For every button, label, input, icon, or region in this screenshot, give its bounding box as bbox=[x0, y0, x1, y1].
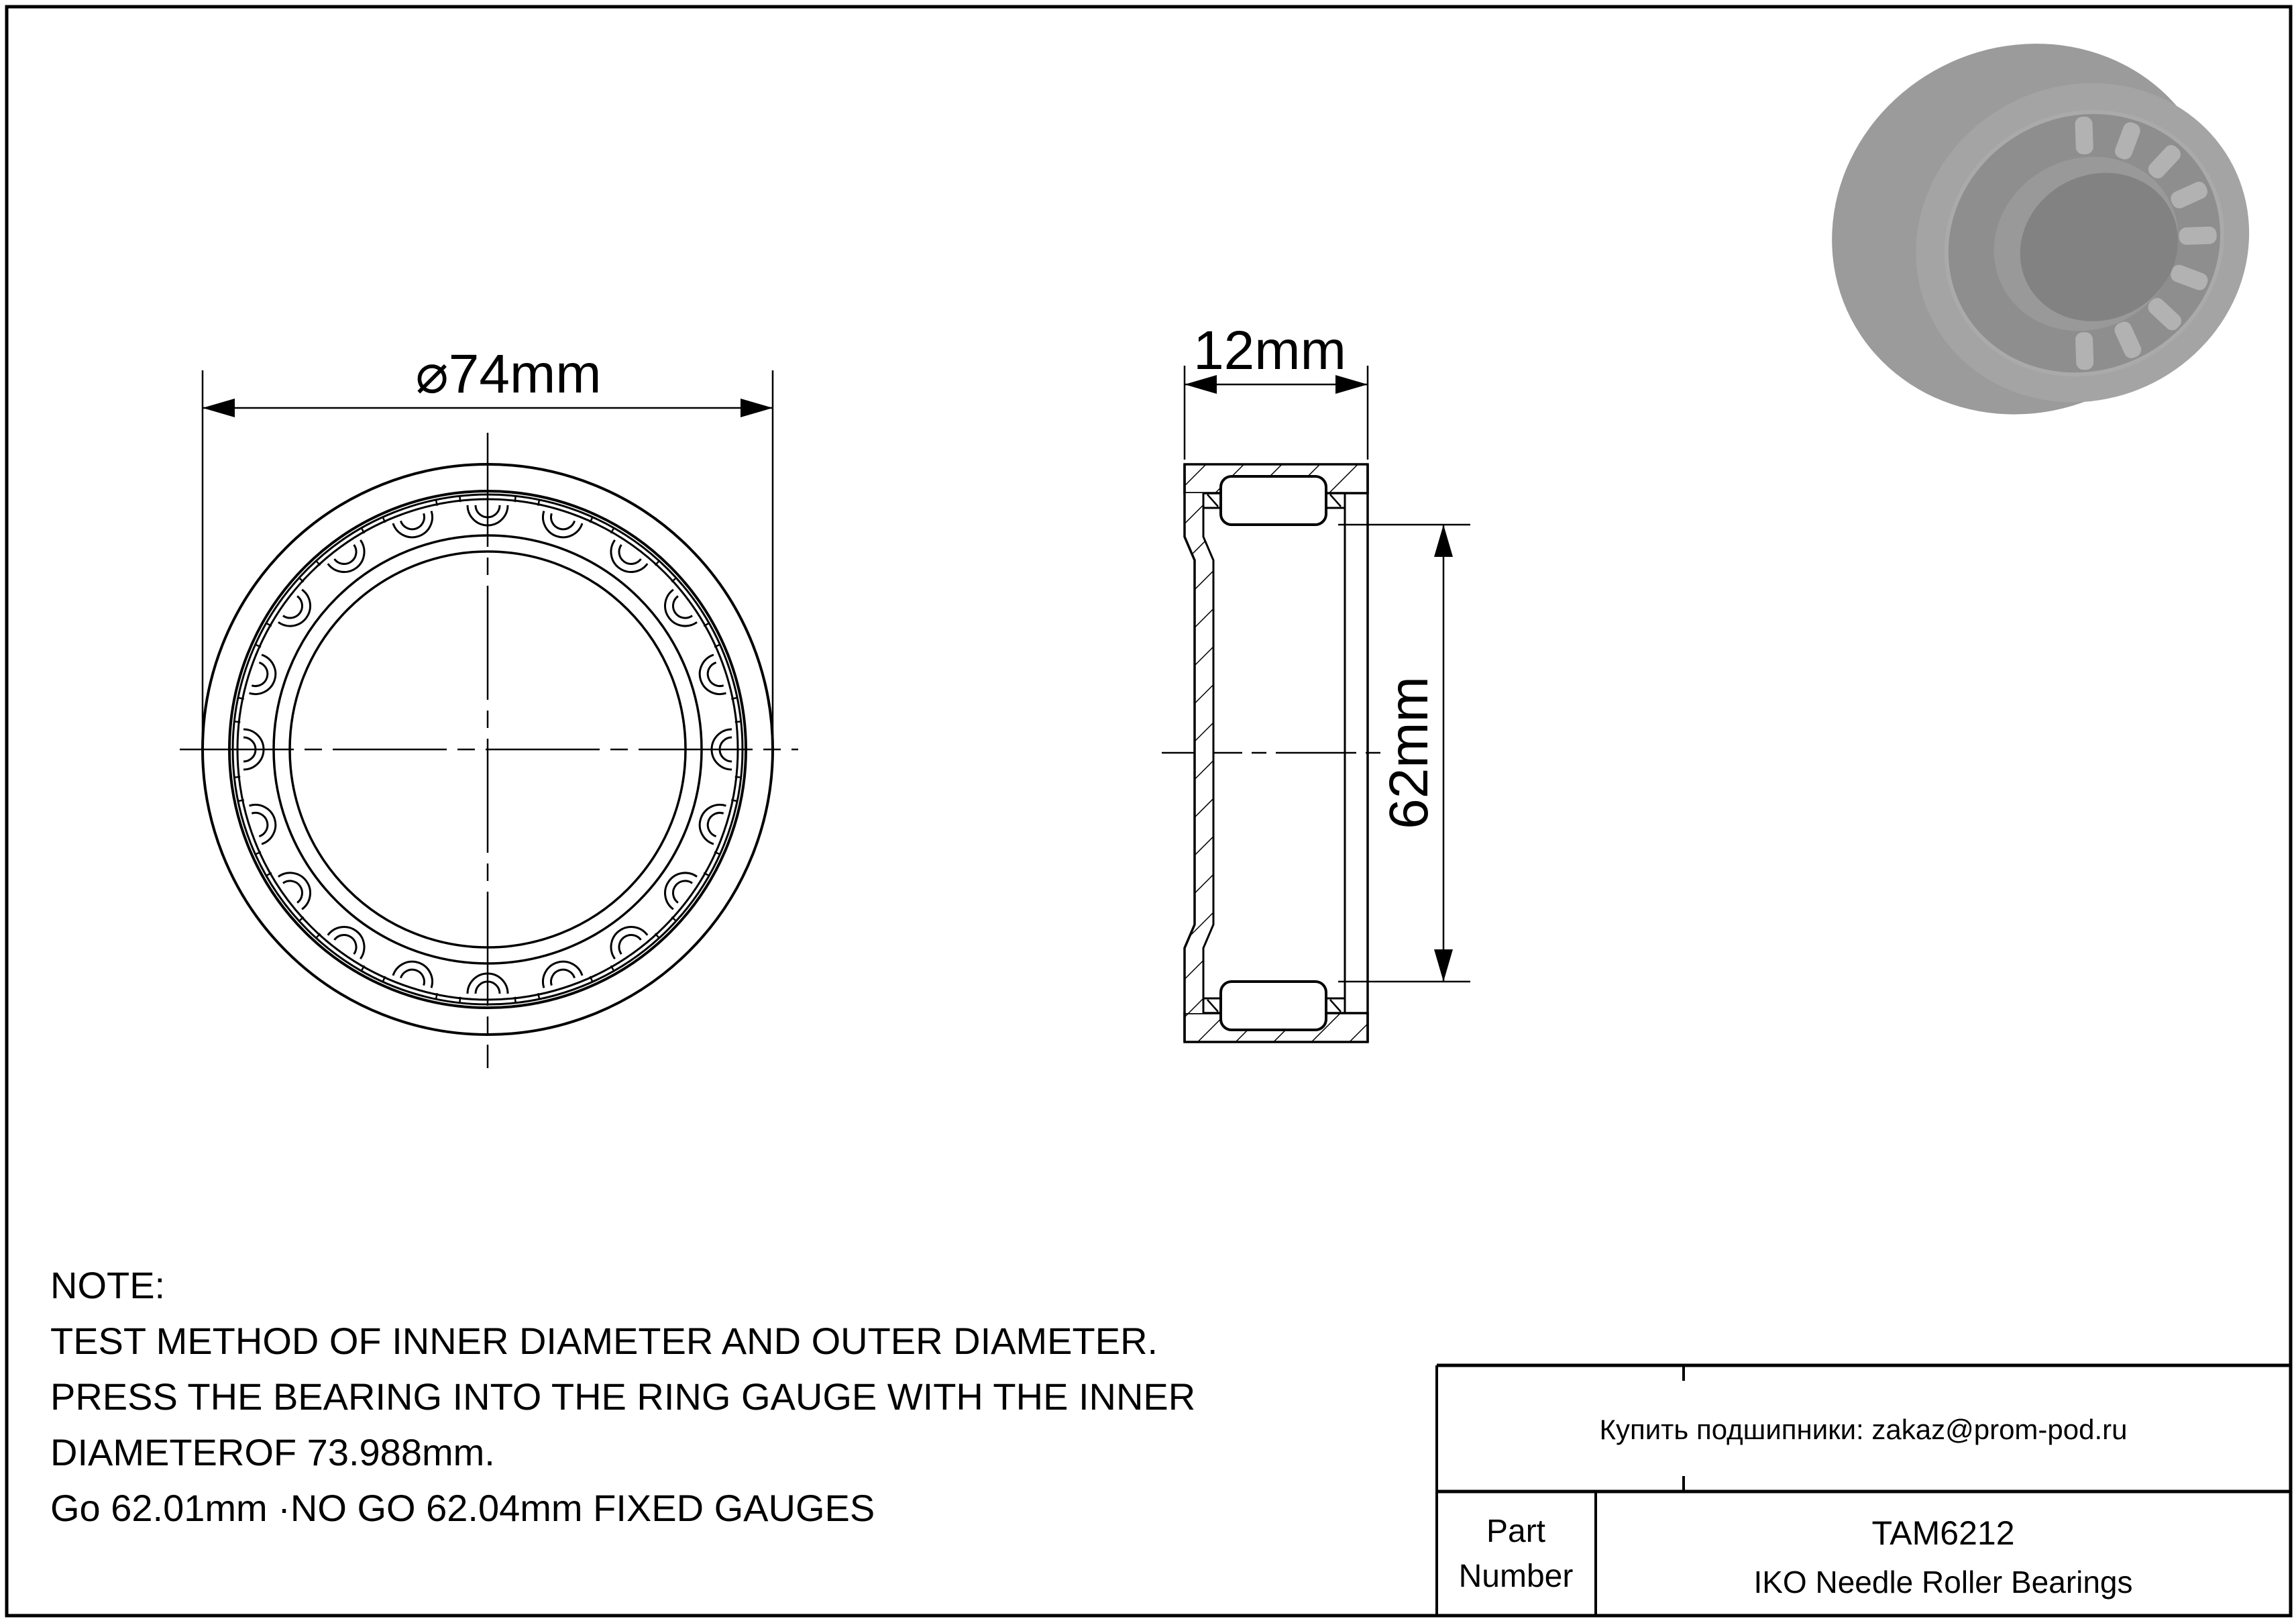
roller-arc bbox=[665, 873, 698, 909]
cage-pocket-tick bbox=[233, 777, 240, 778]
note-line: TEST METHOD OF INNER DIAMETER AND OUTER DIAMETER. bbox=[50, 1320, 1158, 1362]
roller-arc bbox=[611, 540, 647, 572]
outer-diameter-label: ⌀74mm bbox=[415, 344, 602, 405]
roller-arc bbox=[252, 662, 268, 686]
width-dimension bbox=[1185, 320, 1368, 460]
cage-pocket-tick bbox=[459, 997, 460, 1004]
note-line: Go 62.01mm ·NO GO 62.04mm FIXED GAUGES bbox=[50, 1487, 875, 1529]
cage-pocket-tick bbox=[233, 721, 240, 722]
roller-arc bbox=[252, 813, 268, 836]
note-line: PRESS THE BEARING INTO THE RING GAUGE WITH THE INNER bbox=[50, 1375, 1196, 1418]
roller-arc bbox=[400, 513, 424, 529]
note-block bbox=[50, 1264, 1195, 1529]
arrowhead-left bbox=[203, 399, 235, 417]
roller-arc bbox=[611, 927, 647, 959]
render-needle-roller bbox=[2075, 332, 2094, 370]
roller-arc bbox=[551, 513, 574, 529]
note-heading: NOTE: bbox=[50, 1264, 166, 1306]
roller-arc bbox=[619, 545, 641, 564]
note-line: DIAMETEROF 73.988mm. bbox=[50, 1431, 495, 1473]
needle-roller-top bbox=[1221, 476, 1326, 525]
part-number-label: Part bbox=[1486, 1514, 1546, 1549]
roller-arc bbox=[673, 881, 692, 903]
arrowhead-top bbox=[1434, 525, 1453, 557]
roller-arc bbox=[278, 590, 311, 626]
roller-arc bbox=[619, 935, 641, 955]
arrowhead-right bbox=[741, 399, 773, 417]
front-view bbox=[180, 433, 798, 1068]
roller-arc bbox=[708, 813, 724, 836]
cage-hatch-tick bbox=[1330, 1000, 1341, 1012]
width-label: 12mm bbox=[1193, 320, 1346, 381]
roller-arc bbox=[283, 596, 303, 618]
bearing-3d-render bbox=[1767, 0, 2296, 492]
roller-arc bbox=[673, 596, 692, 618]
cage-hatch-tick bbox=[1207, 1000, 1218, 1012]
arrowhead-bottom bbox=[1434, 949, 1453, 982]
part-number-value: TAM6212 bbox=[1871, 1514, 2015, 1552]
roller-arc bbox=[665, 590, 698, 626]
roller-arc bbox=[278, 873, 311, 909]
series-name: IKO Needle Roller Bearings bbox=[1753, 1565, 2133, 1600]
cage-hatch-tick bbox=[1207, 494, 1218, 507]
roller-arc bbox=[283, 881, 303, 903]
roller-arc bbox=[328, 540, 364, 572]
render-needle-roller bbox=[2179, 226, 2217, 245]
roller-arc bbox=[400, 970, 424, 986]
contact-text: Купить подшипники: zakaz@prom-pod.ru bbox=[1599, 1414, 2128, 1445]
title-block bbox=[1437, 1365, 2291, 1616]
cage-pocket-tick bbox=[515, 997, 516, 1004]
needle-roller-bottom bbox=[1221, 982, 1326, 1030]
part-number-label: Number bbox=[1458, 1559, 1574, 1594]
cage-pocket-tick bbox=[459, 495, 460, 502]
cage-pocket-tick bbox=[515, 495, 516, 502]
roller-arc bbox=[334, 545, 356, 564]
cage-pocket-tick bbox=[735, 777, 742, 778]
render-needle-roller bbox=[2075, 117, 2093, 155]
roller-arc bbox=[551, 970, 574, 986]
side-view bbox=[1162, 464, 1390, 1042]
roller-arc bbox=[708, 662, 724, 686]
inner-diameter-label: 62mm bbox=[1378, 676, 1439, 829]
cage-hatch-tick bbox=[1330, 494, 1341, 507]
cage-pocket-tick bbox=[735, 721, 742, 722]
roller-arc bbox=[334, 935, 356, 955]
roller-arc bbox=[328, 927, 364, 959]
bore-dimension bbox=[1338, 525, 1470, 982]
